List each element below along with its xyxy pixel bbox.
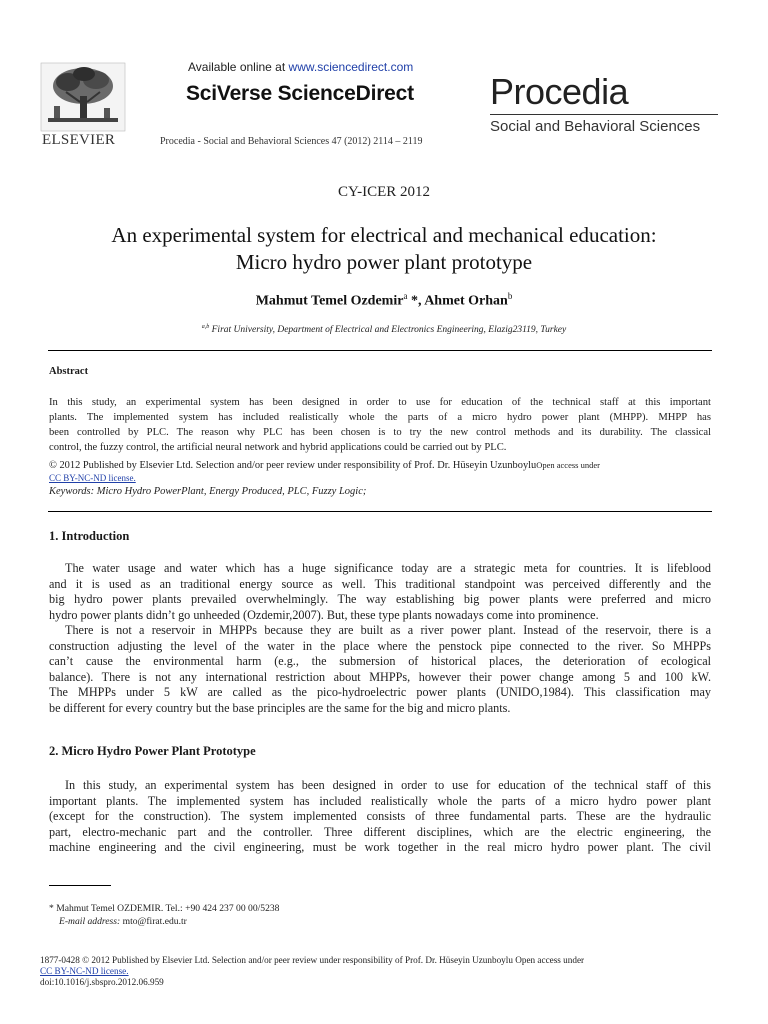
section-2-heading: 2. Micro Hydro Power Plant Prototype [49,744,256,758]
open-access-text: Open access under [536,460,600,470]
section-1-body [49,561,711,716]
body-line: construction adjusting the level of the water in the place where the penstock pipe connected to the river. So MHPPs [49,638,711,653]
body-line: There is not a reservoir in MHPPs because they are built as a river power plant. Instead of the reservoir, there is a [65,623,711,637]
body-line: and it is used as an traditional energy source as well. This traditional standpoint was perceived differently and the [49,576,711,591]
procedia-logo [490,72,730,135]
email-label: E-mail address: [59,916,121,927]
author-1-mark: *, [407,293,425,309]
body-line: important plants. The implemented system has included realistically whole the parts of a micro hydro power plant [49,793,711,808]
paper-title-line2: Micro hydro power plant prototype [235,250,533,274]
abstract-line: control, the fuzzy control, the artificial neural network and hybrid applications could be carried out by PLC. [49,442,507,453]
copyright-line [49,460,729,471]
footer-copyright [40,955,584,965]
author-2-affil: b [507,291,513,301]
body-line: In this study, an experimental system has been designed in order to use for education of the technical staff of this [65,778,711,792]
procedia-divider [490,114,718,115]
sciencedirect-link[interactable]: www.sciencedirect.com [288,60,414,74]
abstract-line: In this study, an experimental system has been designed in order to use for education of the technical staff at this important [49,397,711,408]
footnote-rule [49,885,111,886]
body-line: part, electro-mechanic part and the controller. Three different disciplines, which are the electric engineering, the [49,824,711,839]
footnote-email [59,916,187,927]
email-value: mto@firat.edu.tr [120,916,187,927]
body-line: machine engineering and the civil engineering, must be work together in the real micro hydro power plant. The civil [49,840,711,854]
top-rule [48,350,712,351]
license-link[interactable]: CC BY-NC-ND license. [49,473,136,483]
abstract-rule [48,511,712,512]
footnote-author: * Mahmut Temel OZDEMIR. Tel.: +90 424 237 00 00/5238 [49,903,280,914]
available-online: Available online at www.sciencedirect.com [188,60,414,74]
body-line: hydro power plants didn’t go unheeded (Ozdemir,2007). But, these type plants nowadays come into prominence. [49,607,599,622]
section-1-heading: 1. Introduction [49,529,130,543]
body-line: The MHPPs under 5 kW are called as the pico-hydroelectric power plants (UNIDO,1984). This classification may [49,685,711,699]
journal-reference: Procedia - Social and Behavioral Sciences 47 (2012) 2114 – 2119 [160,136,423,147]
body-line: The water usage and water which has a huge significance today are a strategic meta for countries. It is lifeblood [65,561,711,575]
paper-title [0,222,768,276]
keywords: Keywords: Micro Hydro PowerPlant, Energy Produced, PLC, Fuzzy Logic; [49,486,367,497]
conference-name: CY-ICER 2012 [337,184,431,200]
footer-copyright-text: 1877-0428 © 2012 Published by Elsevier Ltd. Selection and/or peer review under responsibility of Prof. Dr. Hüseyin Uzunboylu [40,955,513,965]
abstract-line: plants. The implemented system has included realistically whole the parts of a micro hydro power plant (MHPP). MHPP has [49,412,711,423]
body-line: (except for the construction). The system implemented consists of three fundamental parts. These are the hydraulic [49,809,711,823]
body-line: balance). There is not any international restriction about MHPPs, however their power change among 5 and 100 kW. [49,669,711,684]
elsevier-tree-icon [40,62,126,132]
procedia-subtitle: Social and Behavioral Sciences [490,118,701,135]
affiliation-text: Firat University, Department of Electrical and Electronics Engineering, Elazig23119, Turkey [209,325,567,336]
authors [0,291,768,310]
affiliation [0,324,768,335]
elsevier-logo [40,62,126,148]
footer-license-link[interactable]: CC BY-NC-ND license. [40,966,129,976]
body-line: be different for every country but the base principles are the same for the big and micro plants. [49,700,511,715]
paper-title-line1: An experimental system for electrical and mechanical education: [111,223,657,247]
body-line: big hydro power plants prevailed overwhelmingly. The way establishing big power plants were preferred and micro [49,592,711,606]
doi: doi:10.1016/j.sbspro.2012.06.959 [40,977,164,987]
footer-open-access: Open access under [512,955,585,965]
author-1: Mahmut Temel Ozdemir [255,293,404,309]
abstract-heading: Abstract [49,366,89,377]
affiliation-mark: a,b [201,324,210,330]
copyright-text: © 2012 Published by Elsevier Ltd. Selection and/or peer review under responsibility of Prof. Dr. Hüseyin Uzunboylu [49,460,537,471]
section-2-body [49,778,711,856]
sciverse-logo: SciVerse ScienceDirect [186,82,414,105]
procedia-title: Procedia [490,71,629,112]
author-2: Ahmet Orhan [424,293,508,309]
author-1-affil: a [403,291,408,301]
body-line: can’t cause the environmental harm (e.g., the submersion of historical places, the deterioration of ecological [49,654,711,668]
abstract-line: been controlled by PLC. The reason why PLC has been chosen is to try the new control methods and its durability. The classical [49,427,711,438]
publisher-name: ELSEVIER [42,132,116,148]
abstract-body [49,395,711,455]
